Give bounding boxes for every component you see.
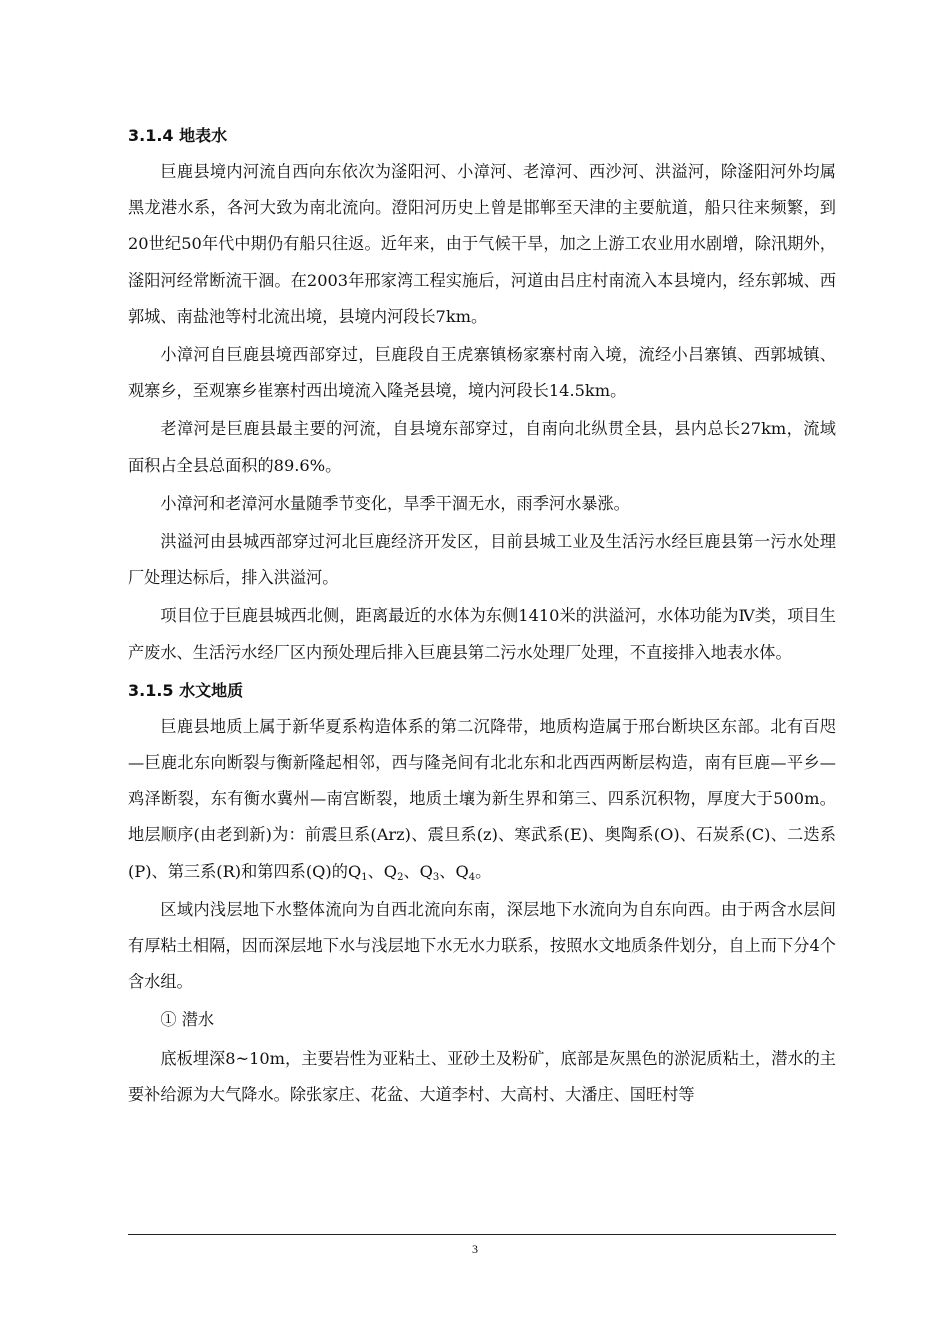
paragraph-geology-text: 巨鹿县地质上属于新华夏系构造体系的第二沉降带，地质构造属于邢台断块区东部。北有百咫—巨鹿北东向断裂与衡新隆起相邻，西与隆尧间有北北东和北西西两断层构造，南有巨鹿—平乡—鸡泽断裂，东有衡水冀州—南宫断裂，地质土壤为新生界和第三、四系沉积物，厚度大于500m。地层顺序(由老到新)为：前震旦系(Arz)、震旦系(z)、寒武系(E)、奥陶系(O)、石炭系(C)、二迭系(P)、第三系(R)和第四系(Q)的 [128, 716, 836, 881]
quaternary-q4: 、Q [439, 861, 469, 881]
quaternary-q2: 、Q [367, 861, 398, 881]
paragraph: 项目位于巨鹿县城西北侧，距离最近的水体为东侧1410米的洪溢河，水体功能为Ⅳ类，项目生产废水、生活污水经厂区内预处理后排入巨鹿县第二污水处理厂处理，不直接排入地表水体。 [128, 606, 836, 662]
quaternary-q1: Q [347, 861, 362, 881]
paragraph: 区域内浅层地下水整体流向为自西北流向东南，深层地下水流向为自东向西。由于两含水层间有厚粘土相隔，因而深层地下水与浅层地下水无水力联系，按照水文地质条件划分，自上而下分4个含水组。 [128, 899, 836, 992]
quaternary-q3: 、Q [403, 861, 433, 881]
page-number: 3 [472, 1242, 478, 1256]
section-heading-hydrogeology: 3.1.5 水文地质 [128, 680, 244, 700]
paragraph-geology [128, 709, 836, 890]
paragraph: 巨鹿县境内河流自西向东依次为滏阳河、小漳河、老漳河、西沙河、洪溢河，除滏阳河外均属黑龙港水系，各河大致为南北流向。澄阳河历史上曾是邯郸至天津的主要航道，船只往来频繁，到20世纪50年代中期仍有船只往返。近年来，由于气候干旱，加之上游工农业用水剧增，除汛期外，滏阳河经常断流干涸。在2003年邢家湾工程实施后，河道由吕庄村南流入本县境内，经东郭城、西郭城、南盐池等村北流出境，县境内河段长7km。 [128, 162, 836, 326]
paragraph: 洪溢河由县城西部穿过河北巨鹿经济开发区，目前县城工业及生活污水经巨鹿县第一污水处理厂处理达标后，排入洪溢河。 [128, 532, 836, 588]
subscript-4: 4 [468, 871, 476, 883]
list-item-phreatic-water: ① 潜水 [160, 1010, 215, 1030]
sentence-end: 。 [475, 861, 492, 881]
section-heading-surface-water: 3.1.4 地表水 [128, 126, 228, 145]
paragraph: 小漳河自巨鹿县境西部穿过，巨鹿段自王虎寨镇杨家寨村南入境，流经小吕寨镇、西郭城镇、观寨乡，至观寨乡崔寨村西出境流入隆尧县境，境内河段长14.5km。 [128, 345, 836, 401]
subscript-1: 1 [361, 871, 368, 883]
footer-divider [128, 1234, 836, 1235]
paragraph: 底板埋深8~10m，主要岩性为亚粘土、亚砂土及粉矿，底部是灰黑色的淤泥质粘土，潜水的主要补给源为大气降水。除张家庄、花盆、大道李村、大高村、大潘庄、国旺村等 [128, 1048, 836, 1104]
page-content [128, 118, 836, 1115]
paragraph: 老漳河是巨鹿县最主要的河流，自县境东部穿过，自南向北纵贯全县，县内总长27km，流域面积占全县总面积的89.6%。 [128, 419, 836, 475]
subscript-3: 3 [432, 871, 440, 883]
subscript-2: 2 [397, 871, 404, 883]
paragraph: 小漳河和老漳河水量随季节变化，旱季干涸无水，雨季河水暴涨。 [160, 493, 630, 513]
